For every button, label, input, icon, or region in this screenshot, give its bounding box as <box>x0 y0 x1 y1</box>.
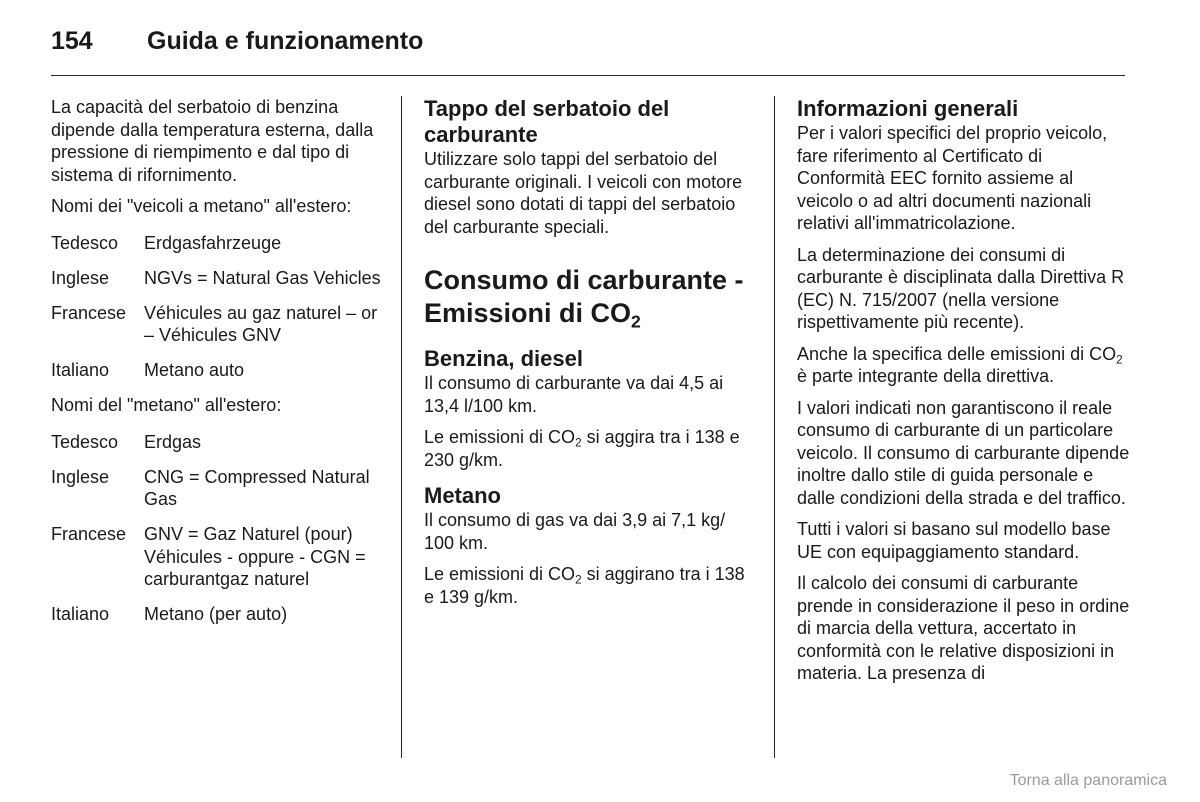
general-info-text-b: è parte integrante della direttiva. <box>797 366 1055 386</box>
term-value: GNV = Gaz Naturel (pour) Véhicules - oppure - CGN = carburantgaz naturel <box>144 524 366 589</box>
header-divider <box>51 75 1125 76</box>
general-info-paragraph-6: Il calcolo dei consumi di carburante prende in considerazione il peso in ordine di marcia della vettura, accertato in conformità con le relative disposizioni in materia. La presenza di <box>797 573 1130 683</box>
term-value: NGVs = Natural Gas Vehicles <box>144 267 381 288</box>
methane-emissions-paragraph <box>424 563 759 608</box>
petrol-emissions-text-b: si aggira tra i 138 e 230 g/km. <box>424 427 740 470</box>
co2-subscript: 2 <box>575 436 582 450</box>
tank-capacity-paragraph: La capacità del serbatoio di benzina dipende dalla temperatura esterna, dalla pressione di riempimento e dal tipo di sistema di rifornimento. <box>51 97 374 185</box>
term-value: Erdgasfahrzeuge <box>144 232 282 253</box>
back-to-overview-link[interactable]: Torna alla panoramica <box>1009 772 1167 789</box>
language-label: Francese <box>51 524 127 544</box>
general-info-paragraph-2: La determinazione dei consumi di carburante è disciplinata dalla Direttiva R (EC) N. 715/2007 (nella versione rispettivamente più recente). <box>797 244 1125 332</box>
gas-name-row <box>51 431 386 454</box>
petrol-emissions-text-a: Le emissioni di CO <box>424 427 576 447</box>
gas-names-heading: Nomi del "metano" all'estero: <box>51 395 282 415</box>
general-info-paragraph-1: Per i valori specifici del proprio veicolo, fare riferimento al Certificato di Conformità EEC fornito assieme al veicolo o ad altri documenti nazionali relativi all'immatricolazione. <box>797 123 1108 233</box>
column-right <box>797 96 1132 694</box>
fuel-cap-paragraph: Utilizzare solo tappi del serbatoio del carburante originali. I veicoli con motore diesel sono dotati di tappi del serbatoio del carburante speciali. <box>424 149 743 237</box>
petrol-consumption-paragraph: Il consumo di carburante va dai 4,5 ai 13,4 l/100 km. <box>424 373 724 416</box>
term-value: Metano (per auto) <box>144 604 288 624</box>
co2-subscript: 2 <box>575 573 582 587</box>
term-value: CNG = Compressed Natural Gas <box>144 466 370 509</box>
gas-name-row <box>51 523 386 591</box>
petrol-emissions-paragraph <box>424 426 759 471</box>
methane-consumption-paragraph: Il consumo di gas va dai 3,9 ai 7,1 kg/ 100 km. <box>424 510 726 553</box>
column-divider-1 <box>401 96 402 758</box>
vehicle-name-row <box>51 232 386 255</box>
column-divider-2 <box>774 96 775 758</box>
vehicle-name-row <box>51 267 386 290</box>
page-number: 154 <box>51 27 93 55</box>
section-title: Guida e funzionamento <box>147 27 424 55</box>
term-value: Véhicules au gaz naturel – or – Véhicules GNV <box>144 302 378 345</box>
consumption-heading <box>424 264 759 330</box>
methane-emissions-text-a: Le emissioni di CO <box>424 564 576 584</box>
language-label: Tedesco <box>51 232 119 253</box>
fuel-cap-heading: Tappo del serbatoio del carburante <box>424 96 670 147</box>
gas-name-row <box>51 603 386 626</box>
column-middle <box>424 96 759 617</box>
vehicle-names-heading: Nomi dei "veicoli a metano" all'estero: <box>51 196 352 216</box>
language-label: Francese <box>51 302 127 323</box>
language-label: Tedesco <box>51 431 119 452</box>
co2-subscript: 2 <box>1116 353 1123 366</box>
term-value: Metano auto <box>144 360 245 380</box>
term-value: Erdgas <box>144 431 202 452</box>
language-label: Italiano <box>51 360 110 380</box>
methane-heading: Metano <box>424 483 501 508</box>
general-info-paragraph-5: Tutti i valori si basano sul modello base UE con equipaggiamento standard. <box>797 519 1111 562</box>
language-label: Italiano <box>51 604 110 624</box>
co2-subscript: 2 <box>631 311 641 332</box>
language-label: Inglese <box>51 466 110 487</box>
consumption-heading-line2: Emissioni di CO <box>424 298 632 328</box>
consumption-heading-line1: Consumo di carburante - <box>424 265 744 295</box>
vehicle-name-row <box>51 302 386 347</box>
general-info-text-a: Anche la specifica delle emissioni di CO <box>797 343 1117 364</box>
methane-emissions-text-b: si aggirano tra i 138 e 139 g/km. <box>424 564 745 607</box>
vehicle-name-row <box>51 359 386 382</box>
general-info-paragraph-4: I valori indicati non garantiscono il reale consumo di carburante di un particolare veicolo. Il consumo di carburante dipende inoltre dallo stile di guida personale e dalle condizioni della strada e del traffico. <box>797 397 1130 508</box>
general-info-paragraph-3 <box>797 343 1132 388</box>
gas-name-row <box>51 466 386 511</box>
petrol-diesel-heading: Benzina, diesel <box>424 346 583 371</box>
language-label: Inglese <box>51 267 110 288</box>
general-info-heading: Informazioni generali <box>797 96 1019 121</box>
column-left <box>51 96 386 638</box>
